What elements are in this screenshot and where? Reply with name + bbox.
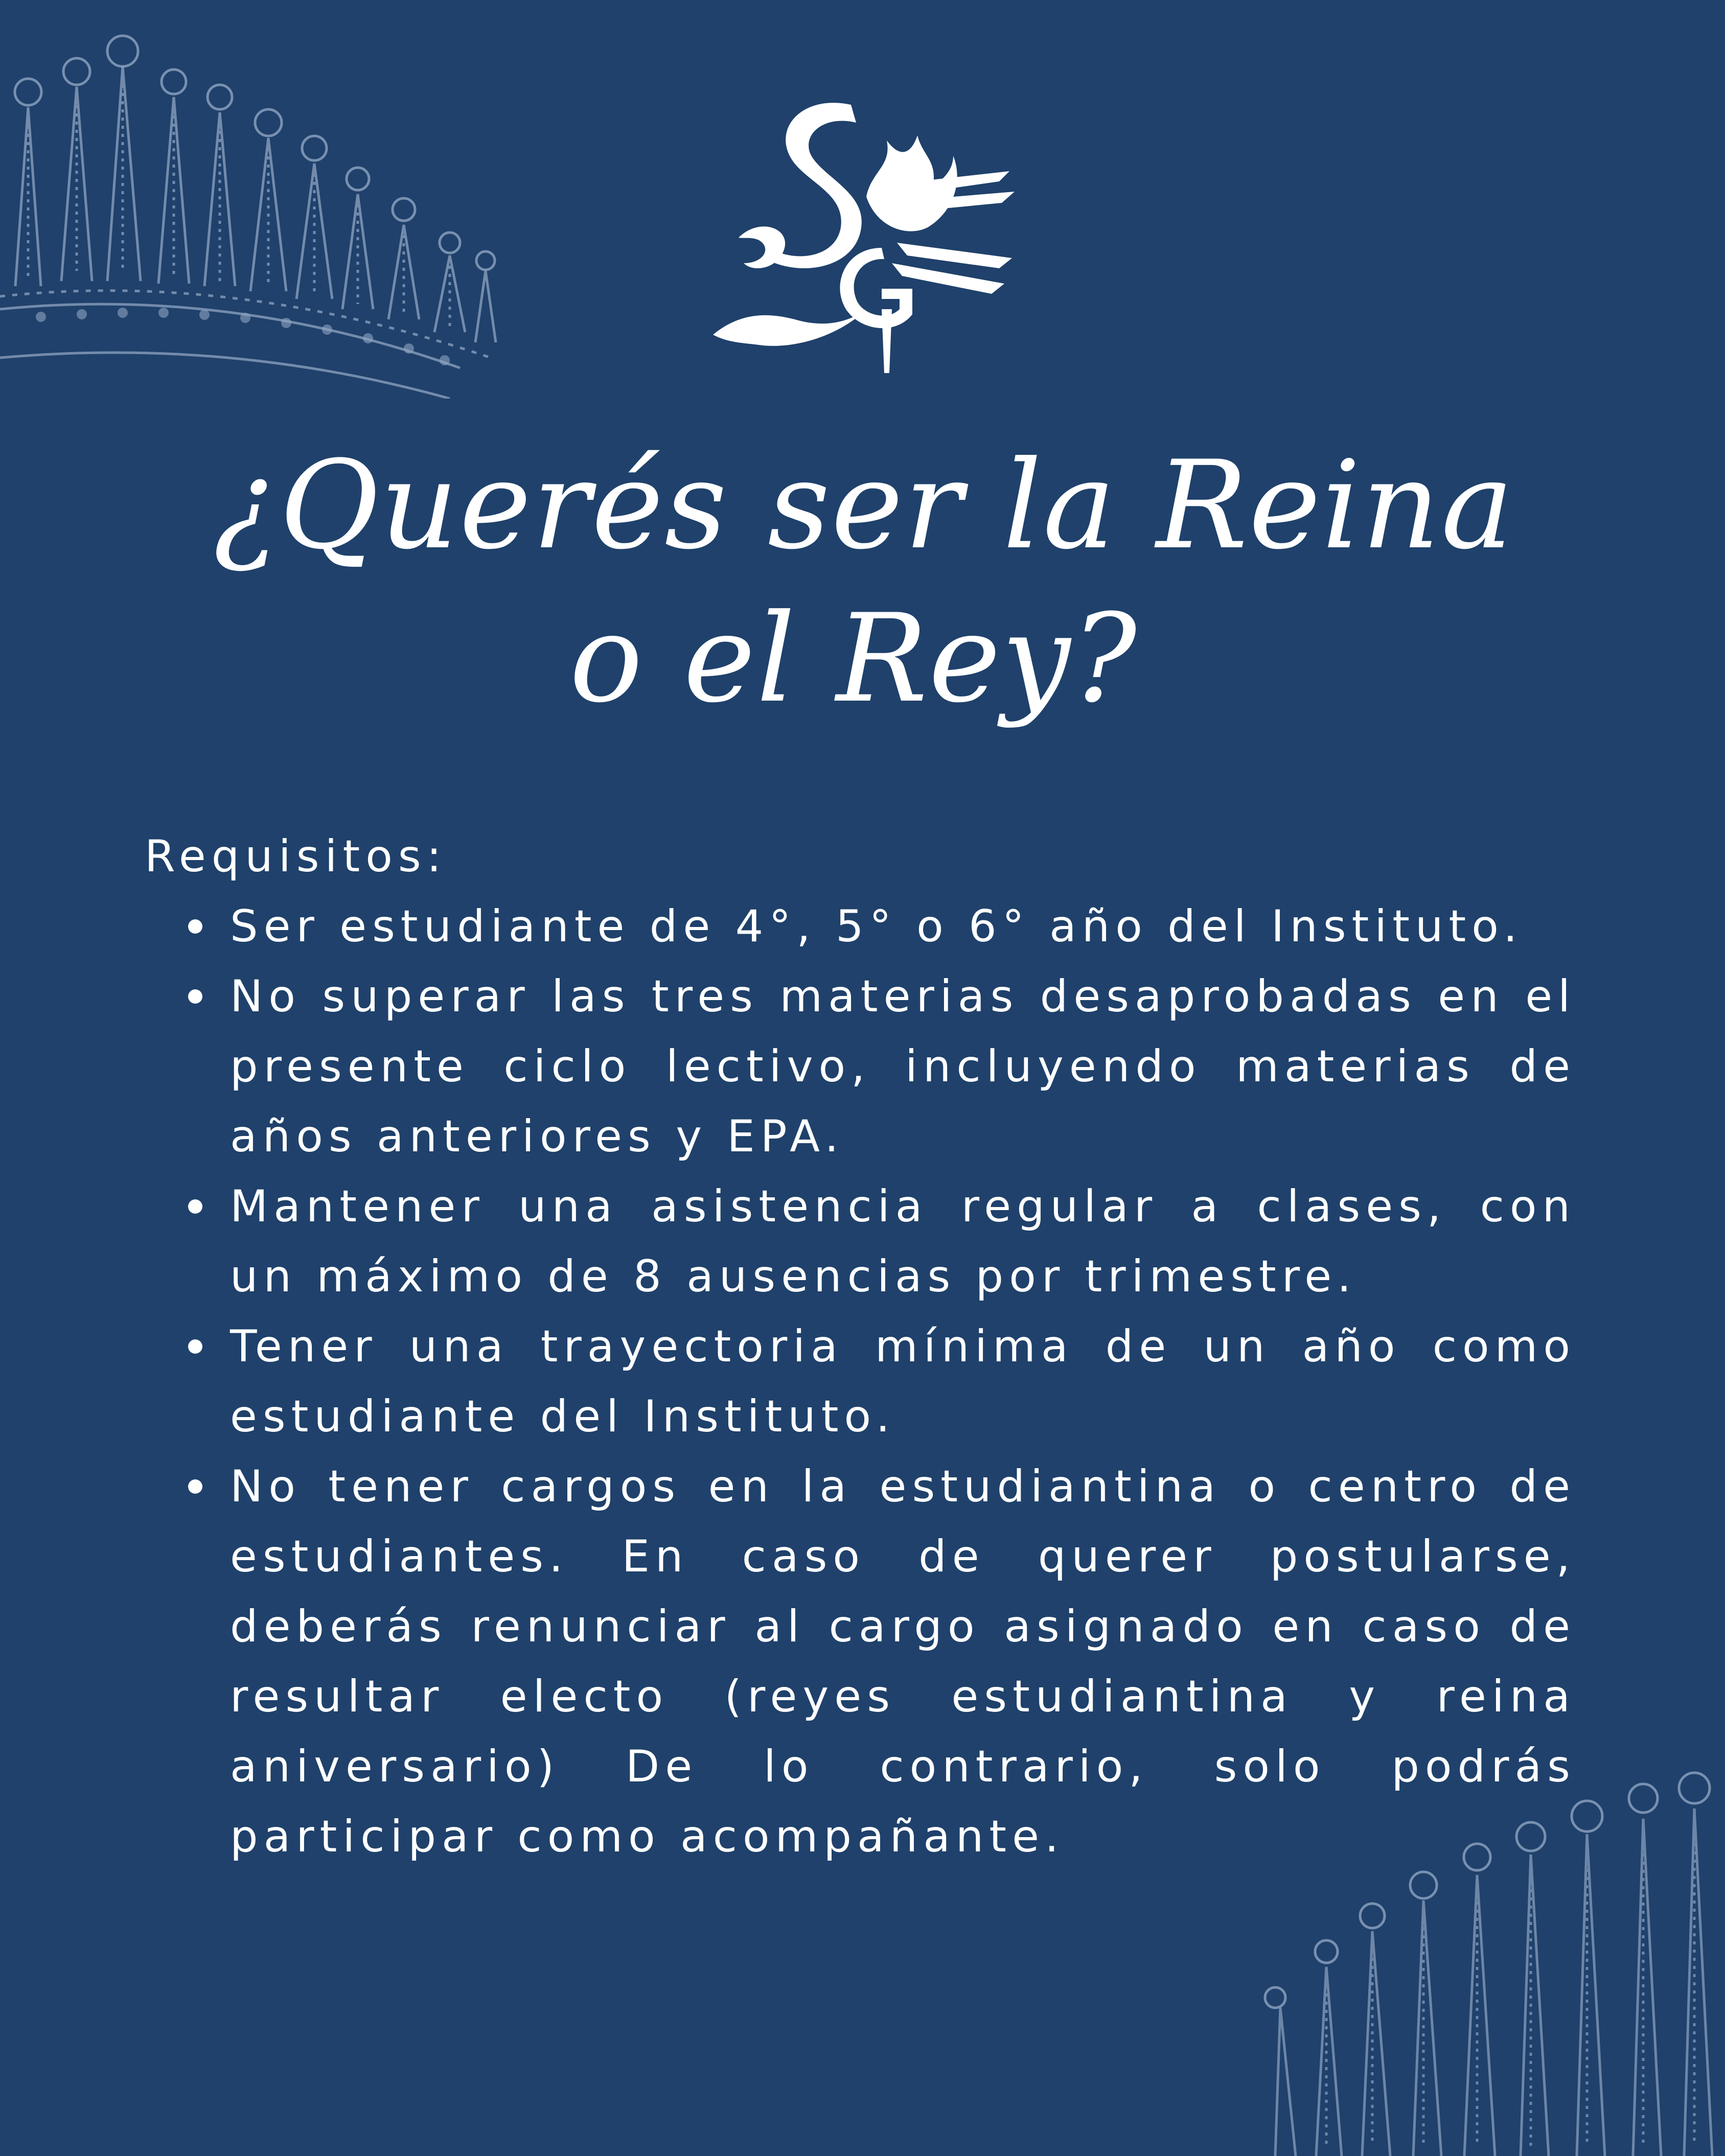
list-item [230,962,1576,1172]
requirements-heading: Requisitos: [145,831,447,882]
school-logo-icon [713,95,1015,373]
bullet-icon [188,919,202,934]
page-title [102,429,1625,736]
bullet-icon [188,1199,202,1214]
bullet-icon [188,989,202,1004]
bullet-icon [188,1479,202,1494]
list-item [230,1312,1576,1452]
requirements-section [145,822,1576,1872]
crown-icon [0,31,511,399]
list-item [230,1452,1576,1872]
title-line-1: ¿Querés ser la Reina [213,435,1515,576]
list-item-text: No superar las tres materias desaprobadas en el presente ciclo lectivo, incluyendo materias de años anteriores y EPA. [230,971,1576,1162]
bullet-icon [188,1339,202,1354]
list-item-text: Tener una trayectoria mínima de un año como estudiante del Instituto. [230,1321,1576,1442]
requirements-list [145,892,1576,1872]
list-item-text: No tener cargos en la estudiantina o centro de estudiantes. En caso de querer postularse, deberás renunciar al cargo asignado en caso de resultar electo (reyes estudiantina y reina aniversario) De lo contrario, solo podrás participar como acompañante. [230,1461,1576,1862]
list-item-text: Ser estudiante de 4°, 5° o 6° año del Instituto. [230,901,1523,952]
title-line-2: o el Rey? [569,588,1138,730]
list-item [230,892,1576,962]
list-item [230,1172,1576,1312]
list-item-text: Mantener una asistencia regular a clases, con un máximo de 8 ausencias por trimestre. [230,1181,1576,1302]
